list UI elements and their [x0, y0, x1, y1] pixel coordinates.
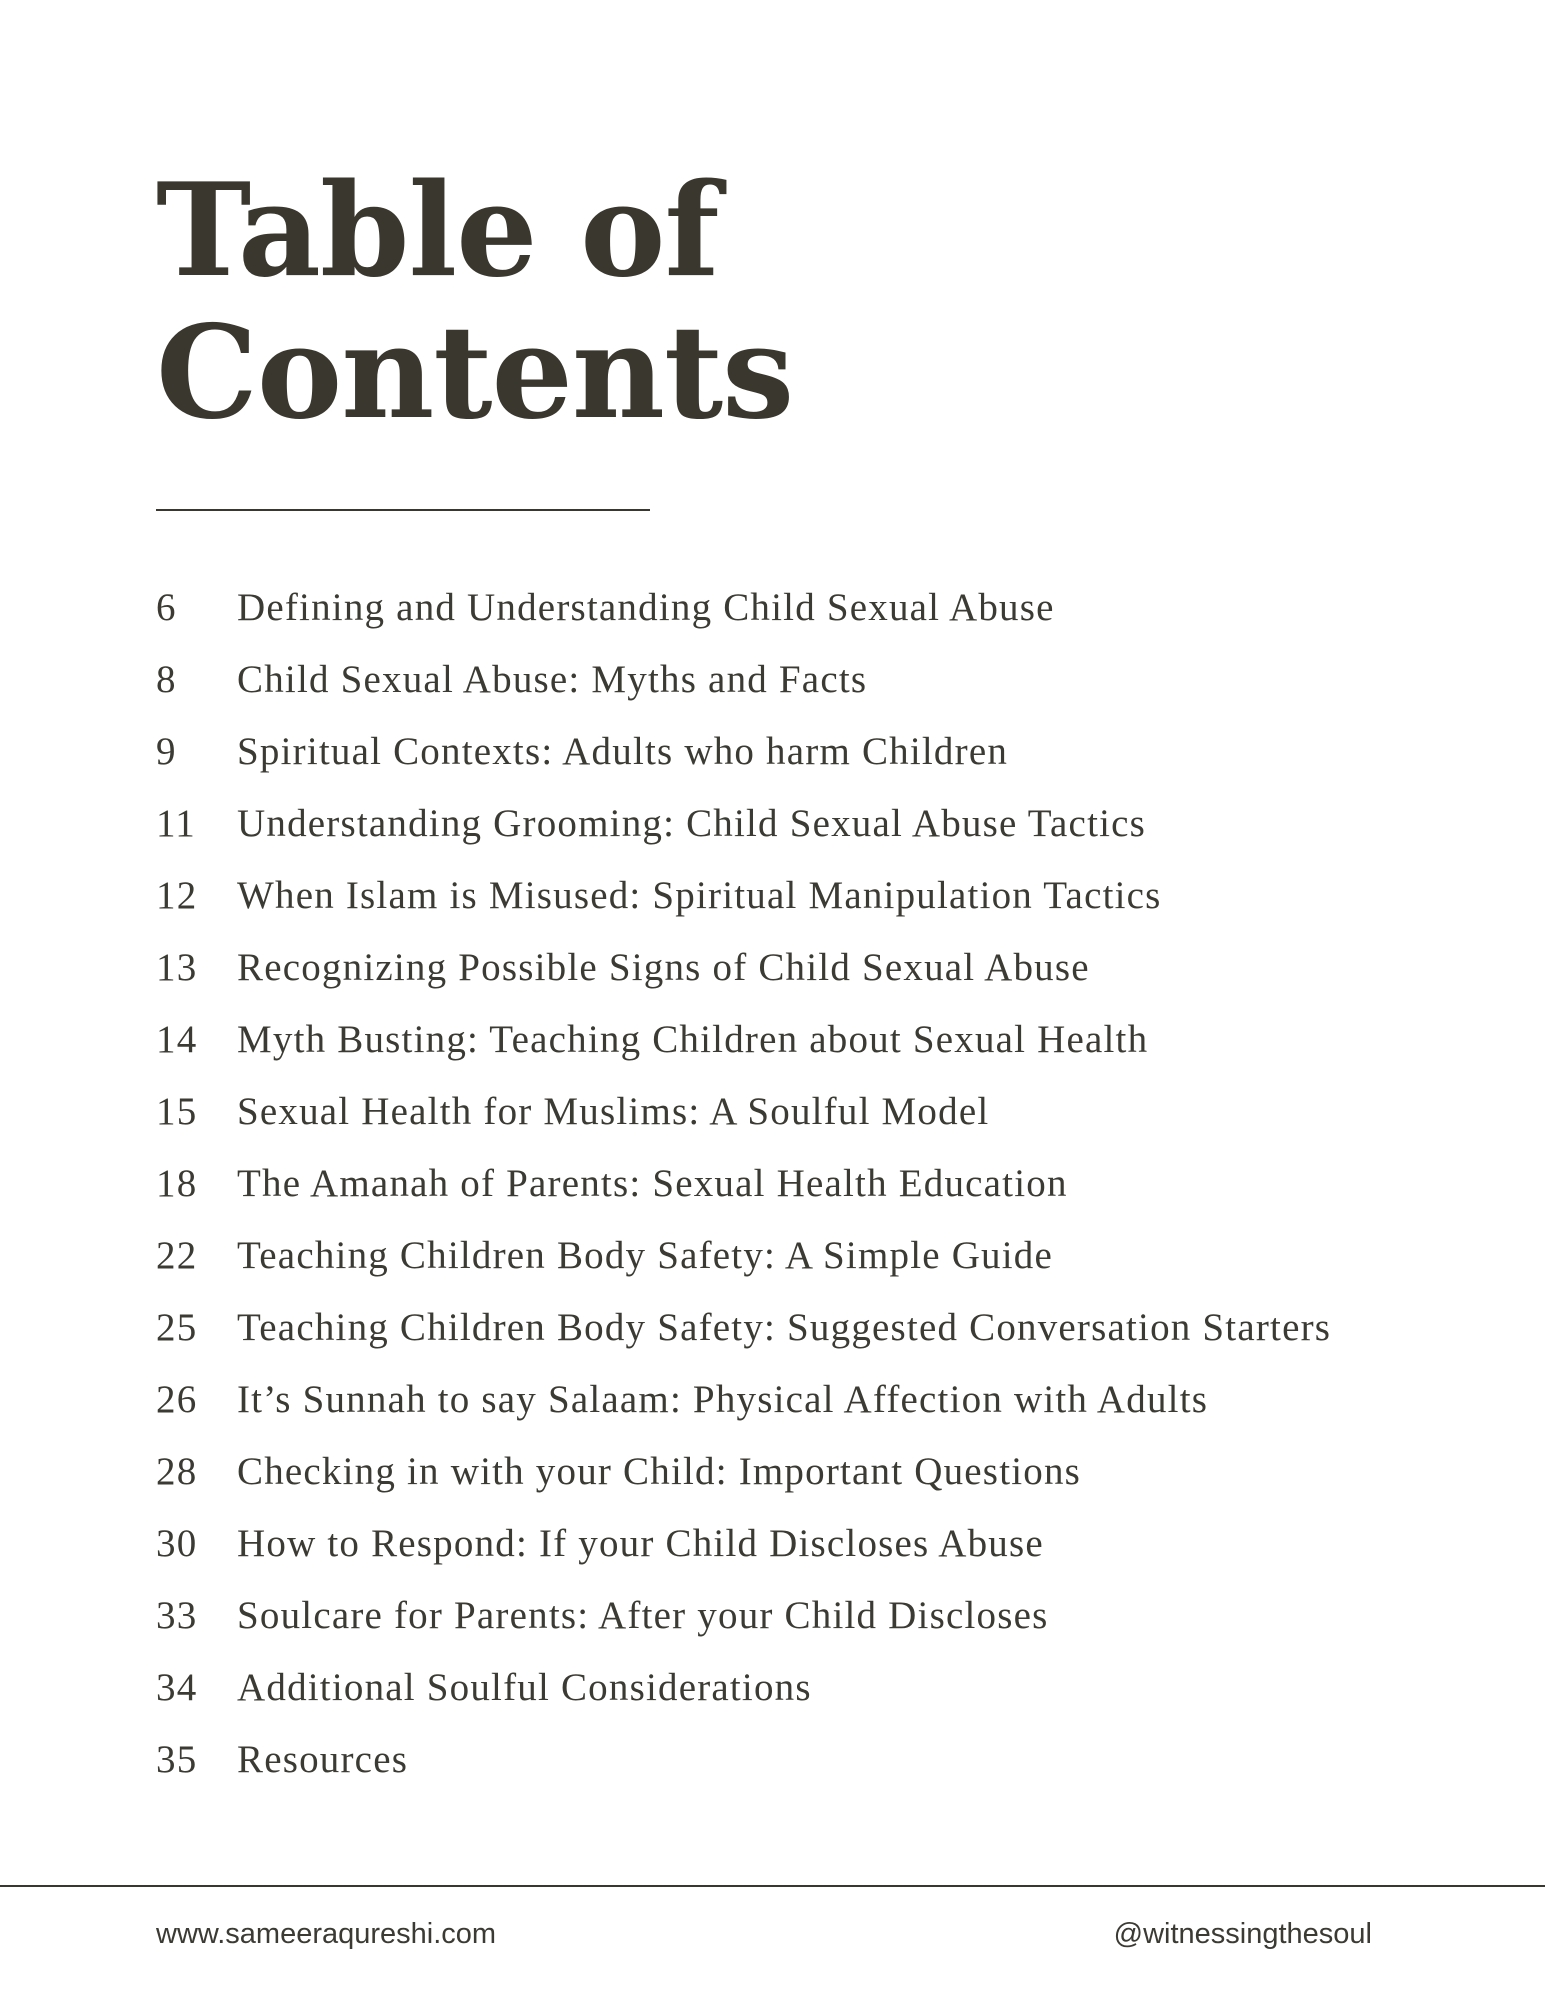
toc-entry[interactable] [156, 722, 1331, 794]
toc-entry-title: Sexual Health for Muslims: A Soulful Model [237, 1090, 990, 1133]
toc-entry[interactable] [156, 1442, 1331, 1514]
toc-page-number: 6 [156, 586, 177, 629]
page-title-line-1: Table of [156, 156, 719, 306]
toc-entry-title: Resources [237, 1738, 409, 1781]
toc-entry[interactable] [156, 1370, 1331, 1442]
toc-entry[interactable] [156, 866, 1331, 938]
toc-page-number: 12 [156, 874, 198, 917]
footer-divider [0, 1885, 1545, 1887]
toc-page-number: 33 [156, 1594, 198, 1637]
toc-entry-title: Additional Soulful Considerations [237, 1666, 812, 1709]
page-title [156, 156, 794, 448]
toc-entry-title: Defining and Understanding Child Sexual Abuse [237, 586, 1055, 629]
toc-entry-title: Myth Busting: Teaching Children about Sexual Health [237, 1018, 1149, 1061]
toc-entry-title: Recognizing Possible Signs of Child Sexual Abuse [237, 946, 1090, 989]
toc-entry[interactable] [156, 1514, 1331, 1586]
toc-entry[interactable] [156, 1010, 1331, 1082]
toc-entry-title: How to Respond: If your Child Discloses Abuse [237, 1522, 1044, 1565]
toc-page-number: 35 [156, 1738, 198, 1781]
toc-entry[interactable] [156, 578, 1331, 650]
toc-entry[interactable] [156, 794, 1331, 866]
toc-page-number: 30 [156, 1522, 198, 1565]
toc-entry[interactable] [156, 1586, 1331, 1658]
toc-entry[interactable] [156, 1082, 1331, 1154]
toc-entry[interactable] [156, 1226, 1331, 1298]
toc-page-number: 22 [156, 1234, 198, 1277]
toc-entry-title: Soulcare for Parents: After your Child Discloses [237, 1594, 1049, 1637]
toc-page-number: 11 [156, 802, 196, 845]
footer-website-link[interactable]: www.sameeraqureshi.com [156, 1918, 497, 1950]
toc-page-number: 14 [156, 1018, 198, 1061]
toc-page-number: 8 [156, 658, 177, 701]
toc-entry-title: Child Sexual Abuse: Myths and Facts [237, 658, 868, 701]
toc-entry-title: Spiritual Contexts: Adults who harm Children [237, 730, 1009, 773]
page-title-line-2: Contents [156, 298, 794, 448]
toc-page-number: 26 [156, 1378, 198, 1421]
toc-entry-title: Teaching Children Body Safety: Suggested Conversation Starters [237, 1306, 1332, 1349]
toc-page-number: 15 [156, 1090, 198, 1133]
toc-entry[interactable] [156, 1730, 1331, 1802]
toc-entry-title: The Amanah of Parents: Sexual Health Education [237, 1162, 1068, 1205]
table-of-contents-list [156, 578, 1331, 1802]
toc-entry-title: Understanding Grooming: Child Sexual Abuse Tactics [237, 802, 1147, 845]
toc-page-number: 13 [156, 946, 198, 989]
footer-social-handle[interactable]: @witnessingthesoul [1113, 1918, 1372, 1950]
toc-entry[interactable] [156, 1658, 1331, 1730]
toc-page-number: 34 [156, 1666, 198, 1709]
toc-entry-title: Teaching Children Body Safety: A Simple Guide [237, 1234, 1054, 1277]
toc-page-number: 9 [156, 730, 177, 773]
toc-entry-title: It’s Sunnah to say Salaam: Physical Affection with Adults [237, 1378, 1209, 1421]
toc-page-number: 25 [156, 1306, 198, 1349]
title-divider [156, 509, 650, 511]
toc-entry[interactable] [156, 650, 1331, 722]
toc-entry[interactable] [156, 1298, 1331, 1370]
toc-entry[interactable] [156, 1154, 1331, 1226]
toc-entry-title: Checking in with your Child: Important Questions [237, 1450, 1082, 1493]
toc-entry-title: When Islam is Misused: Spiritual Manipulation Tactics [237, 874, 1162, 917]
toc-page-number: 18 [156, 1162, 198, 1205]
toc-page-number: 28 [156, 1450, 198, 1493]
toc-entry[interactable] [156, 938, 1331, 1010]
